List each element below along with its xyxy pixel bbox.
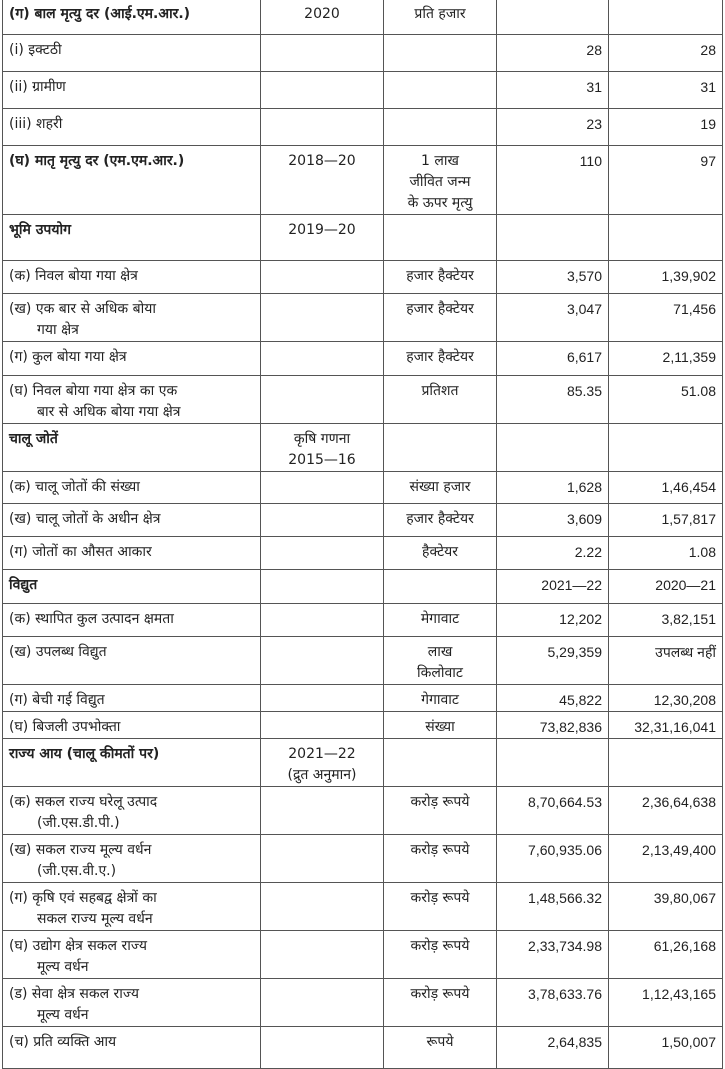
unit-cell-text: किलोवाट (417, 665, 463, 681)
india-value-cell (609, 376, 723, 424)
table-row (3, 472, 723, 504)
unit-cell (384, 109, 497, 146)
item-label-cell-text: (जी.एस.डी.पी.) (37, 815, 120, 831)
unit-cell (384, 504, 497, 537)
state-value-cell (497, 0, 609, 35)
statistics-table-body (3, 0, 723, 1069)
india-value-cell-text: 61,26,168 (653, 938, 716, 954)
section-header-row (3, 215, 723, 261)
india-value-cell-text: 2,36,64,638 (642, 794, 716, 810)
item-label-cell-text: (ग) जोतों का औसत आकार (9, 544, 152, 560)
item-label-cell-text: चालू जोतें (9, 431, 58, 447)
india-value-cell-text: 31 (700, 79, 716, 95)
india-value-cell (609, 712, 723, 739)
unit-cell-text: करोड़ रूपये (410, 794, 470, 810)
item-label-cell-text: (ग) कृषि एवं सहबद्व क्षेत्रों का (9, 890, 157, 906)
india-value-cell-text: 1,46,454 (661, 479, 716, 495)
state-value-cell (497, 685, 609, 712)
item-label-cell (3, 261, 261, 294)
india-value-cell (609, 739, 723, 787)
unit-cell (384, 685, 497, 712)
unit-cell (384, 712, 497, 739)
item-label-cell (3, 215, 261, 261)
india-value-cell (609, 472, 723, 504)
india-value-cell-text: 39,80,067 (653, 890, 716, 906)
table-row (3, 35, 723, 72)
unit-cell-text: हजार हैक्टेयर (406, 268, 474, 284)
item-label-cell (3, 35, 261, 72)
state-value-cell (497, 883, 609, 931)
year-cell-text: 2020 (304, 6, 340, 22)
unit-cell (384, 261, 497, 294)
item-label-cell (3, 472, 261, 504)
unit-cell-text: जीवित जन्म (409, 174, 471, 190)
state-value-cell-text: 23 (586, 116, 602, 132)
unit-cell (384, 931, 497, 979)
unit-cell (384, 570, 497, 604)
year-cell (261, 35, 384, 72)
year-cell-text: 2021—22 (288, 746, 356, 762)
state-value-cell (497, 604, 609, 637)
item-label-cell (3, 146, 261, 215)
india-value-cell-text: 97 (700, 153, 716, 169)
unit-cell (384, 72, 497, 109)
india-value-cell (609, 294, 723, 342)
year-cell-text: 2018—20 (288, 153, 356, 169)
state-value-cell (497, 787, 609, 835)
section-header-row (3, 739, 723, 787)
unit-cell-text: करोड़ रूपये (410, 938, 470, 954)
table-row (3, 376, 723, 424)
unit-cell-text: रूपये (426, 1034, 454, 1050)
item-label-cell (3, 979, 261, 1027)
item-label-cell-text: गया क्षेत्र (37, 322, 79, 338)
table-row (3, 261, 723, 294)
india-value-cell-text: 1,12,43,165 (642, 986, 716, 1002)
unit-cell-text: गेगावाट (421, 692, 459, 708)
year-cell (261, 979, 384, 1027)
year-cell (261, 739, 384, 787)
year-cell (261, 0, 384, 35)
india-value-cell-text: 71,456 (673, 301, 716, 317)
year-cell (261, 712, 384, 739)
year-cell (261, 261, 384, 294)
item-label-cell (3, 787, 261, 835)
item-label-cell-text: (ड) सेवा क्षेत्र सकल राज्य (9, 986, 140, 1002)
unit-cell (384, 0, 497, 35)
state-value-cell-text: 2,33,734.98 (528, 938, 602, 954)
india-value-cell-text: 19 (700, 116, 716, 132)
state-value-cell-text: 5,29,359 (547, 644, 602, 660)
state-value-cell (497, 979, 609, 1027)
state-value-cell (497, 261, 609, 294)
state-value-cell-text: 2.22 (574, 544, 602, 560)
unit-cell (384, 472, 497, 504)
item-label-cell (3, 109, 261, 146)
unit-cell (384, 979, 497, 1027)
state-value-cell (497, 931, 609, 979)
year-cell (261, 883, 384, 931)
table-row (3, 931, 723, 979)
india-value-cell-text: 2020—21 (655, 577, 716, 593)
unit-cell (384, 215, 497, 261)
india-value-cell (609, 787, 723, 835)
item-label-cell (3, 537, 261, 570)
item-label-cell-text: विद्युत (9, 577, 38, 593)
table-row (3, 835, 723, 883)
state-value-cell (497, 342, 609, 376)
item-label-cell (3, 1027, 261, 1069)
item-label-cell (3, 570, 261, 604)
india-value-cell-text: 2,11,359 (662, 349, 716, 365)
india-value-cell-text: 12,30,208 (653, 692, 716, 708)
unit-cell-text: मेगावाट (420, 611, 460, 627)
year-cell-text: 2019—20 (288, 222, 356, 238)
item-label-cell (3, 376, 261, 424)
unit-cell-text: संख्या (425, 719, 455, 735)
unit-cell (384, 883, 497, 931)
unit-cell (384, 35, 497, 72)
state-value-cell (497, 537, 609, 570)
year-cell (261, 109, 384, 146)
india-value-cell-text: 28 (700, 42, 716, 58)
table-row (3, 504, 723, 537)
table-row (3, 294, 723, 342)
year-cell (261, 424, 384, 472)
table-row (3, 685, 723, 712)
year-cell (261, 376, 384, 424)
unit-cell-text: 1 लाख (421, 153, 459, 169)
state-value-cell-text: 2021—22 (541, 577, 602, 593)
india-value-cell (609, 261, 723, 294)
india-value-cell (609, 685, 723, 712)
year-cell-text: (द्रुत अनुमान) (287, 767, 357, 783)
india-value-cell (609, 835, 723, 883)
year-cell-text: कृषि गणना (293, 431, 351, 447)
state-value-cell-text: 8,70,664.53 (528, 794, 602, 810)
item-label-cell (3, 685, 261, 712)
state-value-cell-text: 1,48,566.32 (528, 890, 602, 906)
section-header-row (3, 424, 723, 472)
table-row (3, 604, 723, 637)
item-label-cell-text: (i) इक्टठी (9, 42, 62, 58)
item-label-cell-text: (क) निवल बोया गया क्षेत्र (9, 268, 138, 284)
unit-cell (384, 604, 497, 637)
unit-cell (384, 294, 497, 342)
unit-cell-text: के ऊपर मृत्यु (407, 195, 473, 211)
state-value-cell-text: 3,047 (566, 301, 602, 317)
item-label-cell-text: भूमि उपयोग (9, 222, 71, 238)
unit-cell-text: हजार हैक्टेयर (406, 349, 474, 365)
state-value-cell-text: 45,822 (559, 692, 602, 708)
item-label-cell-text: (ग) बेची गई विद्युत (9, 692, 105, 708)
india-value-cell-text: उपलब्ध नहीं (655, 644, 716, 660)
state-value-cell (497, 835, 609, 883)
year-cell (261, 504, 384, 537)
unit-cell-text: लाख (427, 644, 453, 660)
year-cell (261, 637, 384, 685)
item-label-cell (3, 342, 261, 376)
india-value-cell-text: 2,13,49,400 (642, 842, 716, 858)
unit-cell (384, 787, 497, 835)
india-value-cell (609, 109, 723, 146)
unit-cell-text: हैक्टेयर (422, 544, 458, 560)
table-row (3, 637, 723, 685)
india-value-cell (609, 637, 723, 685)
unit-cell-text: करोड़ रूपये (410, 986, 470, 1002)
unit-cell-text: करोड़ रूपये (410, 890, 470, 906)
table-row (3, 1027, 723, 1069)
item-label-cell-text: (च) प्रति व्यक्ति आय (9, 1034, 117, 1050)
state-value-cell-text: 1,628 (566, 479, 602, 495)
india-value-cell (609, 146, 723, 215)
state-value-cell-text: 110 (579, 153, 602, 169)
unit-cell-text: प्रतिशत (421, 383, 459, 399)
item-label-cell-text: (ख) चालू जोतों के अधीन क्षेत्र (9, 511, 161, 527)
state-value-cell (497, 504, 609, 537)
item-label-cell-text: (ख) एक बार से अधिक बोया (9, 301, 156, 317)
india-value-cell-text: 1,57,817 (661, 511, 716, 527)
state-value-cell (497, 1027, 609, 1069)
item-label-cell-text: मूल्य वर्धन (37, 959, 89, 975)
section-header-row (3, 0, 723, 35)
table-row (3, 979, 723, 1027)
item-label-cell-text: (जी.एस.वी.ए.) (37, 863, 117, 879)
item-label-cell-text: मूल्य वर्धन (37, 1007, 89, 1023)
year-cell-text: 2015—16 (288, 452, 356, 468)
item-label-cell-text: (क) स्थापित कुल उत्पादन क्षमता (9, 611, 174, 627)
india-value-cell (609, 979, 723, 1027)
item-label-cell-text: (क) सकल राज्य घरेलू उत्पाद (9, 794, 158, 810)
india-value-cell (609, 0, 723, 35)
item-label-cell (3, 294, 261, 342)
india-value-cell (609, 883, 723, 931)
item-label-cell-text: बार से अधिक बोया गया क्षेत्र (37, 404, 181, 420)
item-label-cell (3, 739, 261, 787)
unit-cell (384, 342, 497, 376)
item-label-cell-text: (घ) बिजली उपभोक्ता (9, 719, 121, 735)
state-value-cell-text: 6,617 (566, 349, 602, 365)
year-cell (261, 537, 384, 570)
india-value-cell (609, 931, 723, 979)
state-value-cell (497, 215, 609, 261)
item-label-cell (3, 712, 261, 739)
unit-cell (384, 1027, 497, 1069)
item-label-cell (3, 835, 261, 883)
item-label-cell-text: (ग) बाल मृत्यु दर (आई.एम.आर.) (9, 6, 191, 22)
india-value-cell (609, 72, 723, 109)
year-cell (261, 570, 384, 604)
india-value-cell (609, 342, 723, 376)
state-value-cell-text: 28 (586, 42, 602, 58)
item-label-cell (3, 0, 261, 35)
state-value-cell (497, 146, 609, 215)
state-value-cell (497, 739, 609, 787)
unit-cell-text: हजार हैक्टेयर (406, 301, 474, 317)
india-value-cell (609, 604, 723, 637)
item-label-cell (3, 883, 261, 931)
item-label-cell-text: (iii) शहरी (9, 116, 63, 132)
india-value-cell (609, 424, 723, 472)
year-cell (261, 931, 384, 979)
india-value-cell (609, 570, 723, 604)
unit-cell-text: करोड़ रूपये (410, 842, 470, 858)
year-cell (261, 342, 384, 376)
state-value-cell (497, 472, 609, 504)
year-cell (261, 215, 384, 261)
india-value-cell-text: 51.08 (680, 383, 716, 399)
year-cell (261, 787, 384, 835)
india-value-cell (609, 1027, 723, 1069)
india-value-cell (609, 35, 723, 72)
item-label-cell (3, 72, 261, 109)
unit-cell (384, 376, 497, 424)
item-label-cell (3, 504, 261, 537)
unit-cell (384, 146, 497, 215)
table-row (3, 787, 723, 835)
state-value-cell (497, 109, 609, 146)
state-value-cell-text: 7,60,935.06 (528, 842, 602, 858)
section-header-row (3, 146, 723, 215)
state-value-cell-text: 73,82,836 (539, 719, 602, 735)
year-cell (261, 685, 384, 712)
year-cell (261, 146, 384, 215)
india-value-cell (609, 215, 723, 261)
year-cell (261, 72, 384, 109)
india-value-cell-text: 1,39,902 (661, 268, 716, 284)
year-cell (261, 835, 384, 883)
state-value-cell (497, 294, 609, 342)
state-value-cell (497, 570, 609, 604)
india-value-cell-text: 1,50,007 (661, 1034, 716, 1050)
unit-cell (384, 739, 497, 787)
table-row (3, 72, 723, 109)
state-value-cell-text: 3,570 (566, 268, 602, 284)
item-label-cell (3, 637, 261, 685)
item-label-cell-text: (ग) कुल बोया गया क्षेत्र (9, 349, 127, 365)
statistics-table (2, 0, 723, 1069)
item-label-cell-text: (घ) निवल बोया गया क्षेत्र का एक (9, 383, 178, 399)
state-value-cell-text: 12,202 (559, 611, 602, 627)
year-cell (261, 1027, 384, 1069)
item-label-cell-text: (ख) सकल राज्य मूल्य वर्धन (9, 842, 152, 858)
unit-cell-text: प्रति हजार (414, 6, 466, 22)
year-cell (261, 294, 384, 342)
unit-cell (384, 537, 497, 570)
table-row (3, 712, 723, 739)
item-label-cell (3, 424, 261, 472)
unit-cell (384, 424, 497, 472)
section-header-row (3, 570, 723, 604)
state-value-cell-text: 85.35 (566, 383, 602, 399)
unit-cell (384, 835, 497, 883)
item-label-cell (3, 931, 261, 979)
state-value-cell (497, 424, 609, 472)
india-value-cell (609, 504, 723, 537)
year-cell (261, 472, 384, 504)
item-label-cell-text: (घ) उद्योग क्षेत्र सकल राज्य (9, 938, 147, 954)
india-value-cell-text: 1.08 (688, 544, 716, 560)
unit-cell (384, 637, 497, 685)
state-value-cell (497, 35, 609, 72)
state-value-cell-text: 31 (586, 79, 602, 95)
item-label-cell-text: सकल राज्य मूल्य वर्धन (37, 911, 153, 927)
state-value-cell-text: 3,609 (566, 511, 602, 527)
item-label-cell-text: (घ) मातृ मृत्यु दर (एम.एम.आर.) (9, 153, 185, 169)
state-value-cell (497, 637, 609, 685)
item-label-cell-text: (ii) ग्रामीण (9, 79, 66, 95)
india-value-cell (609, 537, 723, 570)
table-row (3, 883, 723, 931)
india-value-cell-text: 32,31,16,041 (634, 719, 716, 735)
item-label-cell (3, 604, 261, 637)
state-value-cell-text: 3,78,633.76 (528, 986, 602, 1002)
state-value-cell (497, 72, 609, 109)
state-value-cell (497, 712, 609, 739)
item-label-cell-text: (क) चालू जोतों की संख्या (9, 479, 140, 495)
state-value-cell-text: 2,64,835 (547, 1034, 602, 1050)
table-row (3, 537, 723, 570)
india-value-cell-text: 3,82,151 (661, 611, 716, 627)
item-label-cell-text: राज्य आय (चालू कीमतों पर) (9, 746, 160, 762)
table-row (3, 109, 723, 146)
unit-cell-text: हजार हैक्टेयर (406, 511, 474, 527)
item-label-cell-text: (ख) उपलब्ध विद्युत (9, 644, 107, 660)
state-value-cell (497, 376, 609, 424)
year-cell (261, 604, 384, 637)
table-row (3, 342, 723, 376)
unit-cell-text: संख्या हजार (409, 479, 471, 495)
